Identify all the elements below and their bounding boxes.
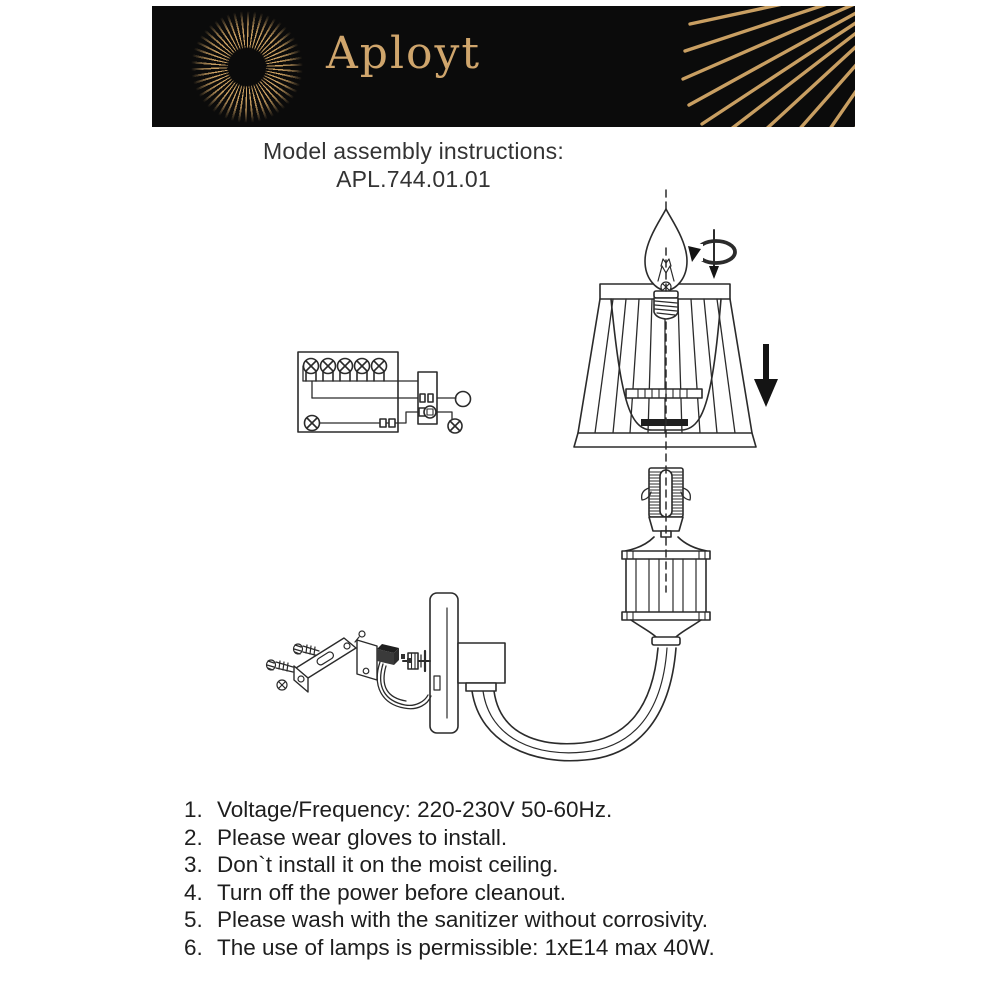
heading-title: Model assembly instructions: bbox=[263, 138, 564, 164]
instruction-item bbox=[184, 934, 884, 962]
model-number: APL.744.01.01 bbox=[336, 166, 491, 192]
item-text: Don`t install it on the moist ceiling. bbox=[217, 852, 559, 877]
item-number: 5. bbox=[184, 907, 203, 932]
wiring-diagram-icon bbox=[298, 352, 471, 433]
rotation-arrow-icon bbox=[688, 230, 735, 279]
item-text: Please wash with the sanitizer without corrosivity. bbox=[217, 907, 709, 932]
item-number: 2. bbox=[184, 824, 203, 850]
item-number: 1. bbox=[184, 797, 203, 822]
item-text: The use of lamps is permissible: 1xE14 max 40W. bbox=[217, 934, 715, 960]
instruction-item bbox=[184, 851, 884, 879]
item-number: 6. bbox=[184, 934, 203, 960]
instruction-item bbox=[184, 824, 884, 852]
brand-wordmark: Aployt bbox=[326, 28, 482, 79]
instruction-item bbox=[184, 906, 884, 934]
down-arrow-icon bbox=[754, 344, 778, 407]
instruction-item bbox=[184, 879, 884, 907]
item-number: 3. bbox=[184, 852, 203, 877]
item-number: 4. bbox=[184, 879, 203, 905]
instruction-list bbox=[184, 796, 884, 961]
item-text: Please wear gloves to install. bbox=[217, 824, 508, 850]
item-text: Voltage/Frequency: 220-230V 50-60Hz. bbox=[217, 797, 613, 822]
item-text: Turn off the power before cleanout. bbox=[217, 879, 566, 905]
instruction-item bbox=[184, 796, 884, 824]
mounting-hardware-icon bbox=[267, 631, 432, 709]
